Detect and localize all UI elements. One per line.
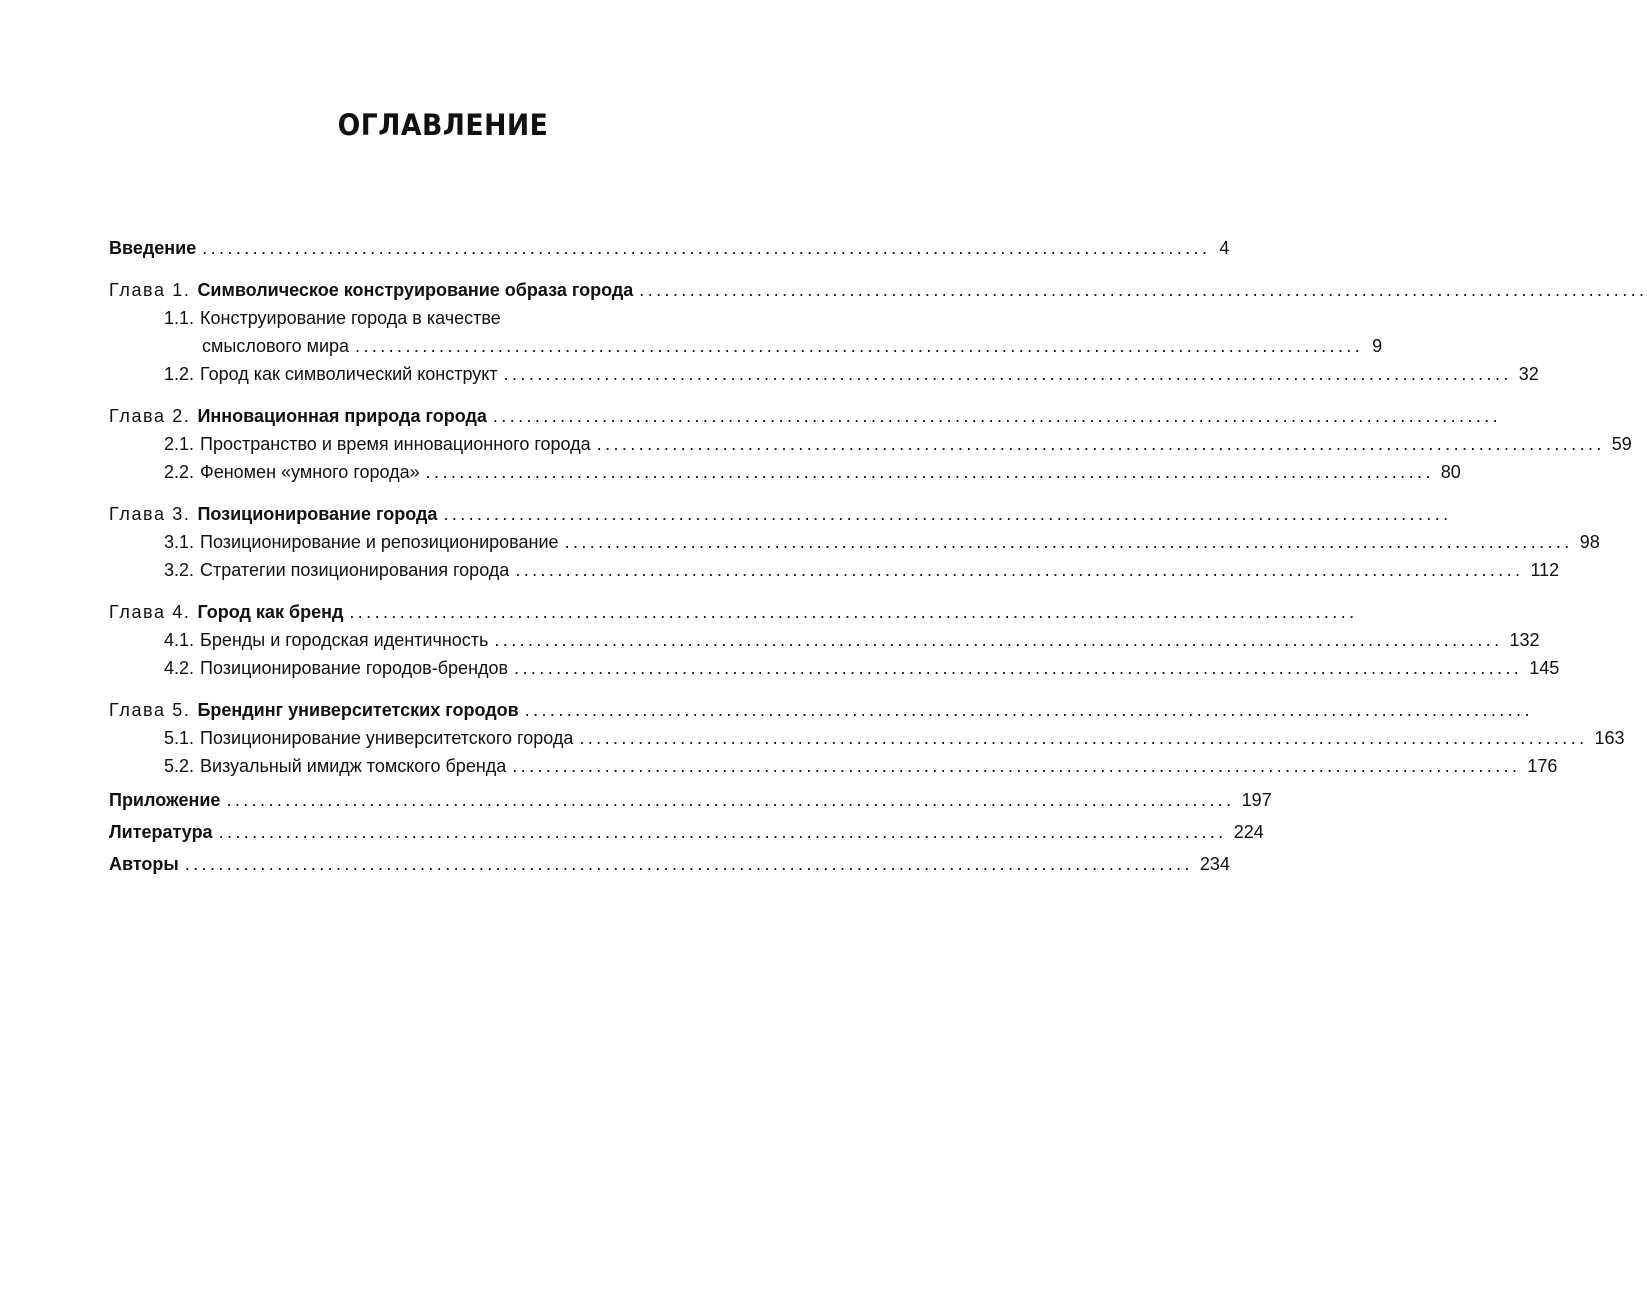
dot-leader: ........................................................................................................................ bbox=[355, 336, 1364, 356]
section-number: 1.2. bbox=[164, 364, 195, 384]
section-page: 32 bbox=[1518, 364, 1539, 384]
dot-leader: ........................................................................................................................ bbox=[492, 406, 1502, 426]
section-label: Бренды и городская идентичность bbox=[200, 630, 489, 650]
section-page: 80 bbox=[1440, 462, 1461, 482]
chapter-title: Символическое конструирование образа города bbox=[197, 280, 634, 300]
dot-leader: ........................................................................................................................ bbox=[579, 728, 1588, 748]
entry-label: Авторы bbox=[109, 854, 179, 874]
page-title: ОГЛАВЛЕНИЕ bbox=[337, 108, 549, 142]
dot-leader: ........................................................................................................................ bbox=[503, 364, 1512, 384]
section-number: 4.1. bbox=[164, 630, 195, 650]
dot-leader: ........................................................................................................................ bbox=[524, 700, 1533, 720]
section-page: 112 bbox=[1530, 560, 1560, 580]
dot-leader: ........................................................................................................................ bbox=[564, 532, 1573, 552]
chapter-prefix: Глава 3. bbox=[109, 504, 191, 524]
section-number: 3.1. bbox=[164, 532, 195, 552]
toc-chapter-4[interactable] bbox=[109, 598, 1358, 626]
toc-section-1-1[interactable] bbox=[109, 304, 777, 332]
toc-entry-intro[interactable] bbox=[109, 234, 1230, 262]
section-number: 4.2. bbox=[164, 658, 195, 678]
entry-label: Приложение bbox=[109, 790, 221, 810]
dot-leader: ........................................................................................................................ bbox=[443, 504, 1452, 524]
entry-page: 224 bbox=[1233, 822, 1264, 842]
dot-leader: ........................................................................................................................ bbox=[226, 790, 1235, 810]
section-page: 9 bbox=[1372, 336, 1383, 356]
section-page: 176 bbox=[1527, 756, 1558, 776]
section-label: Позиционирование городов-брендов bbox=[200, 658, 509, 678]
section-label: Конструирование города в качестве bbox=[200, 308, 501, 328]
dot-leader: ........................................................................................................................ bbox=[202, 238, 1211, 258]
dot-leader: ........................................................................................................................ bbox=[639, 280, 1647, 300]
toc-section-3-1[interactable] bbox=[109, 528, 1600, 556]
section-page: 98 bbox=[1579, 532, 1600, 552]
chapter-title: Брендинг университетских городов bbox=[197, 700, 519, 720]
toc-section-5-2[interactable] bbox=[109, 752, 1558, 780]
toc-section-4-1[interactable] bbox=[109, 626, 1540, 654]
toc-chapter-2[interactable] bbox=[109, 402, 1502, 430]
entry-page: 4 bbox=[1219, 238, 1230, 258]
toc-entry-appendix[interactable] bbox=[109, 786, 1272, 814]
section-number: 3.2. bbox=[164, 560, 195, 580]
dot-leader: ........................................................................................................................ bbox=[349, 602, 1358, 622]
chapter-prefix: Глава 5. bbox=[109, 700, 191, 720]
chapter-prefix: Глава 2. bbox=[109, 406, 191, 426]
toc-section-2-1[interactable] bbox=[109, 430, 1632, 458]
toc-section-1-1-continuation[interactable] bbox=[109, 332, 1383, 360]
section-number: 1.1. bbox=[164, 308, 195, 328]
dot-leader: ........................................................................................................................ bbox=[425, 462, 1434, 482]
section-page: 132 bbox=[1509, 630, 1540, 650]
toc-section-4-2[interactable] bbox=[109, 654, 1560, 682]
entry-page: 197 bbox=[1241, 790, 1272, 810]
toc-entry-literature[interactable] bbox=[109, 818, 1264, 846]
toc-chapter-5[interactable] bbox=[109, 696, 1533, 724]
chapter-title: Позиционирование города bbox=[197, 504, 438, 524]
dot-leader: ........................................................................................................................ bbox=[512, 756, 1521, 776]
section-number: 2.2. bbox=[164, 462, 195, 482]
section-label: Феномен «умного города» bbox=[200, 462, 420, 482]
entry-label: Литература bbox=[109, 822, 213, 842]
dot-leader: ........................................................................................................................ bbox=[596, 434, 1605, 454]
entry-label: Введение bbox=[109, 238, 197, 258]
toc-section-2-2[interactable] bbox=[109, 458, 1461, 486]
dot-leader: ........................................................................................................................ bbox=[494, 630, 1503, 650]
dot-leader: ........................................................................................................................ bbox=[514, 658, 1523, 678]
toc-section-1-2[interactable] bbox=[109, 360, 1539, 388]
section-number: 5.2. bbox=[164, 756, 195, 776]
toc-section-5-1[interactable] bbox=[109, 724, 1625, 752]
chapter-title: Город как бренд bbox=[197, 602, 344, 622]
section-label-continuation: смыслового мира bbox=[202, 336, 350, 356]
section-label: Город как символический конструкт bbox=[200, 364, 498, 384]
chapter-prefix: Глава 1. bbox=[109, 280, 191, 300]
dot-leader: ........................................................................................................................ bbox=[218, 822, 1227, 842]
toc-entry-authors[interactable] bbox=[109, 850, 1230, 878]
dot-leader: ........................................................................................................................ bbox=[184, 854, 1193, 874]
toc-chapter-3[interactable] bbox=[109, 500, 1452, 528]
dot-leader: ........................................................................................................................ bbox=[515, 560, 1524, 580]
table-of-contents bbox=[109, 234, 1647, 878]
entry-page: 234 bbox=[1199, 854, 1230, 874]
chapter-title: Инновационная природа города bbox=[197, 406, 487, 426]
toc-section-3-2[interactable] bbox=[109, 556, 1560, 584]
section-label: Стратегии позиционирования города bbox=[200, 560, 510, 580]
section-page: 145 bbox=[1529, 658, 1560, 678]
section-page: 59 bbox=[1611, 434, 1632, 454]
section-number: 5.1. bbox=[164, 728, 195, 748]
section-page: 163 bbox=[1594, 728, 1625, 748]
section-number: 2.1. bbox=[164, 434, 195, 454]
section-label: Визуальный имидж томского бренда bbox=[200, 756, 507, 776]
section-label: Позиционирование университетского города bbox=[200, 728, 574, 748]
section-label: Позиционирование и репозиционирование bbox=[200, 532, 559, 552]
chapter-prefix: Глава 4. bbox=[109, 602, 191, 622]
toc-chapter-1[interactable] bbox=[109, 276, 1647, 304]
section-label: Пространство и время инновационного города bbox=[200, 434, 591, 454]
